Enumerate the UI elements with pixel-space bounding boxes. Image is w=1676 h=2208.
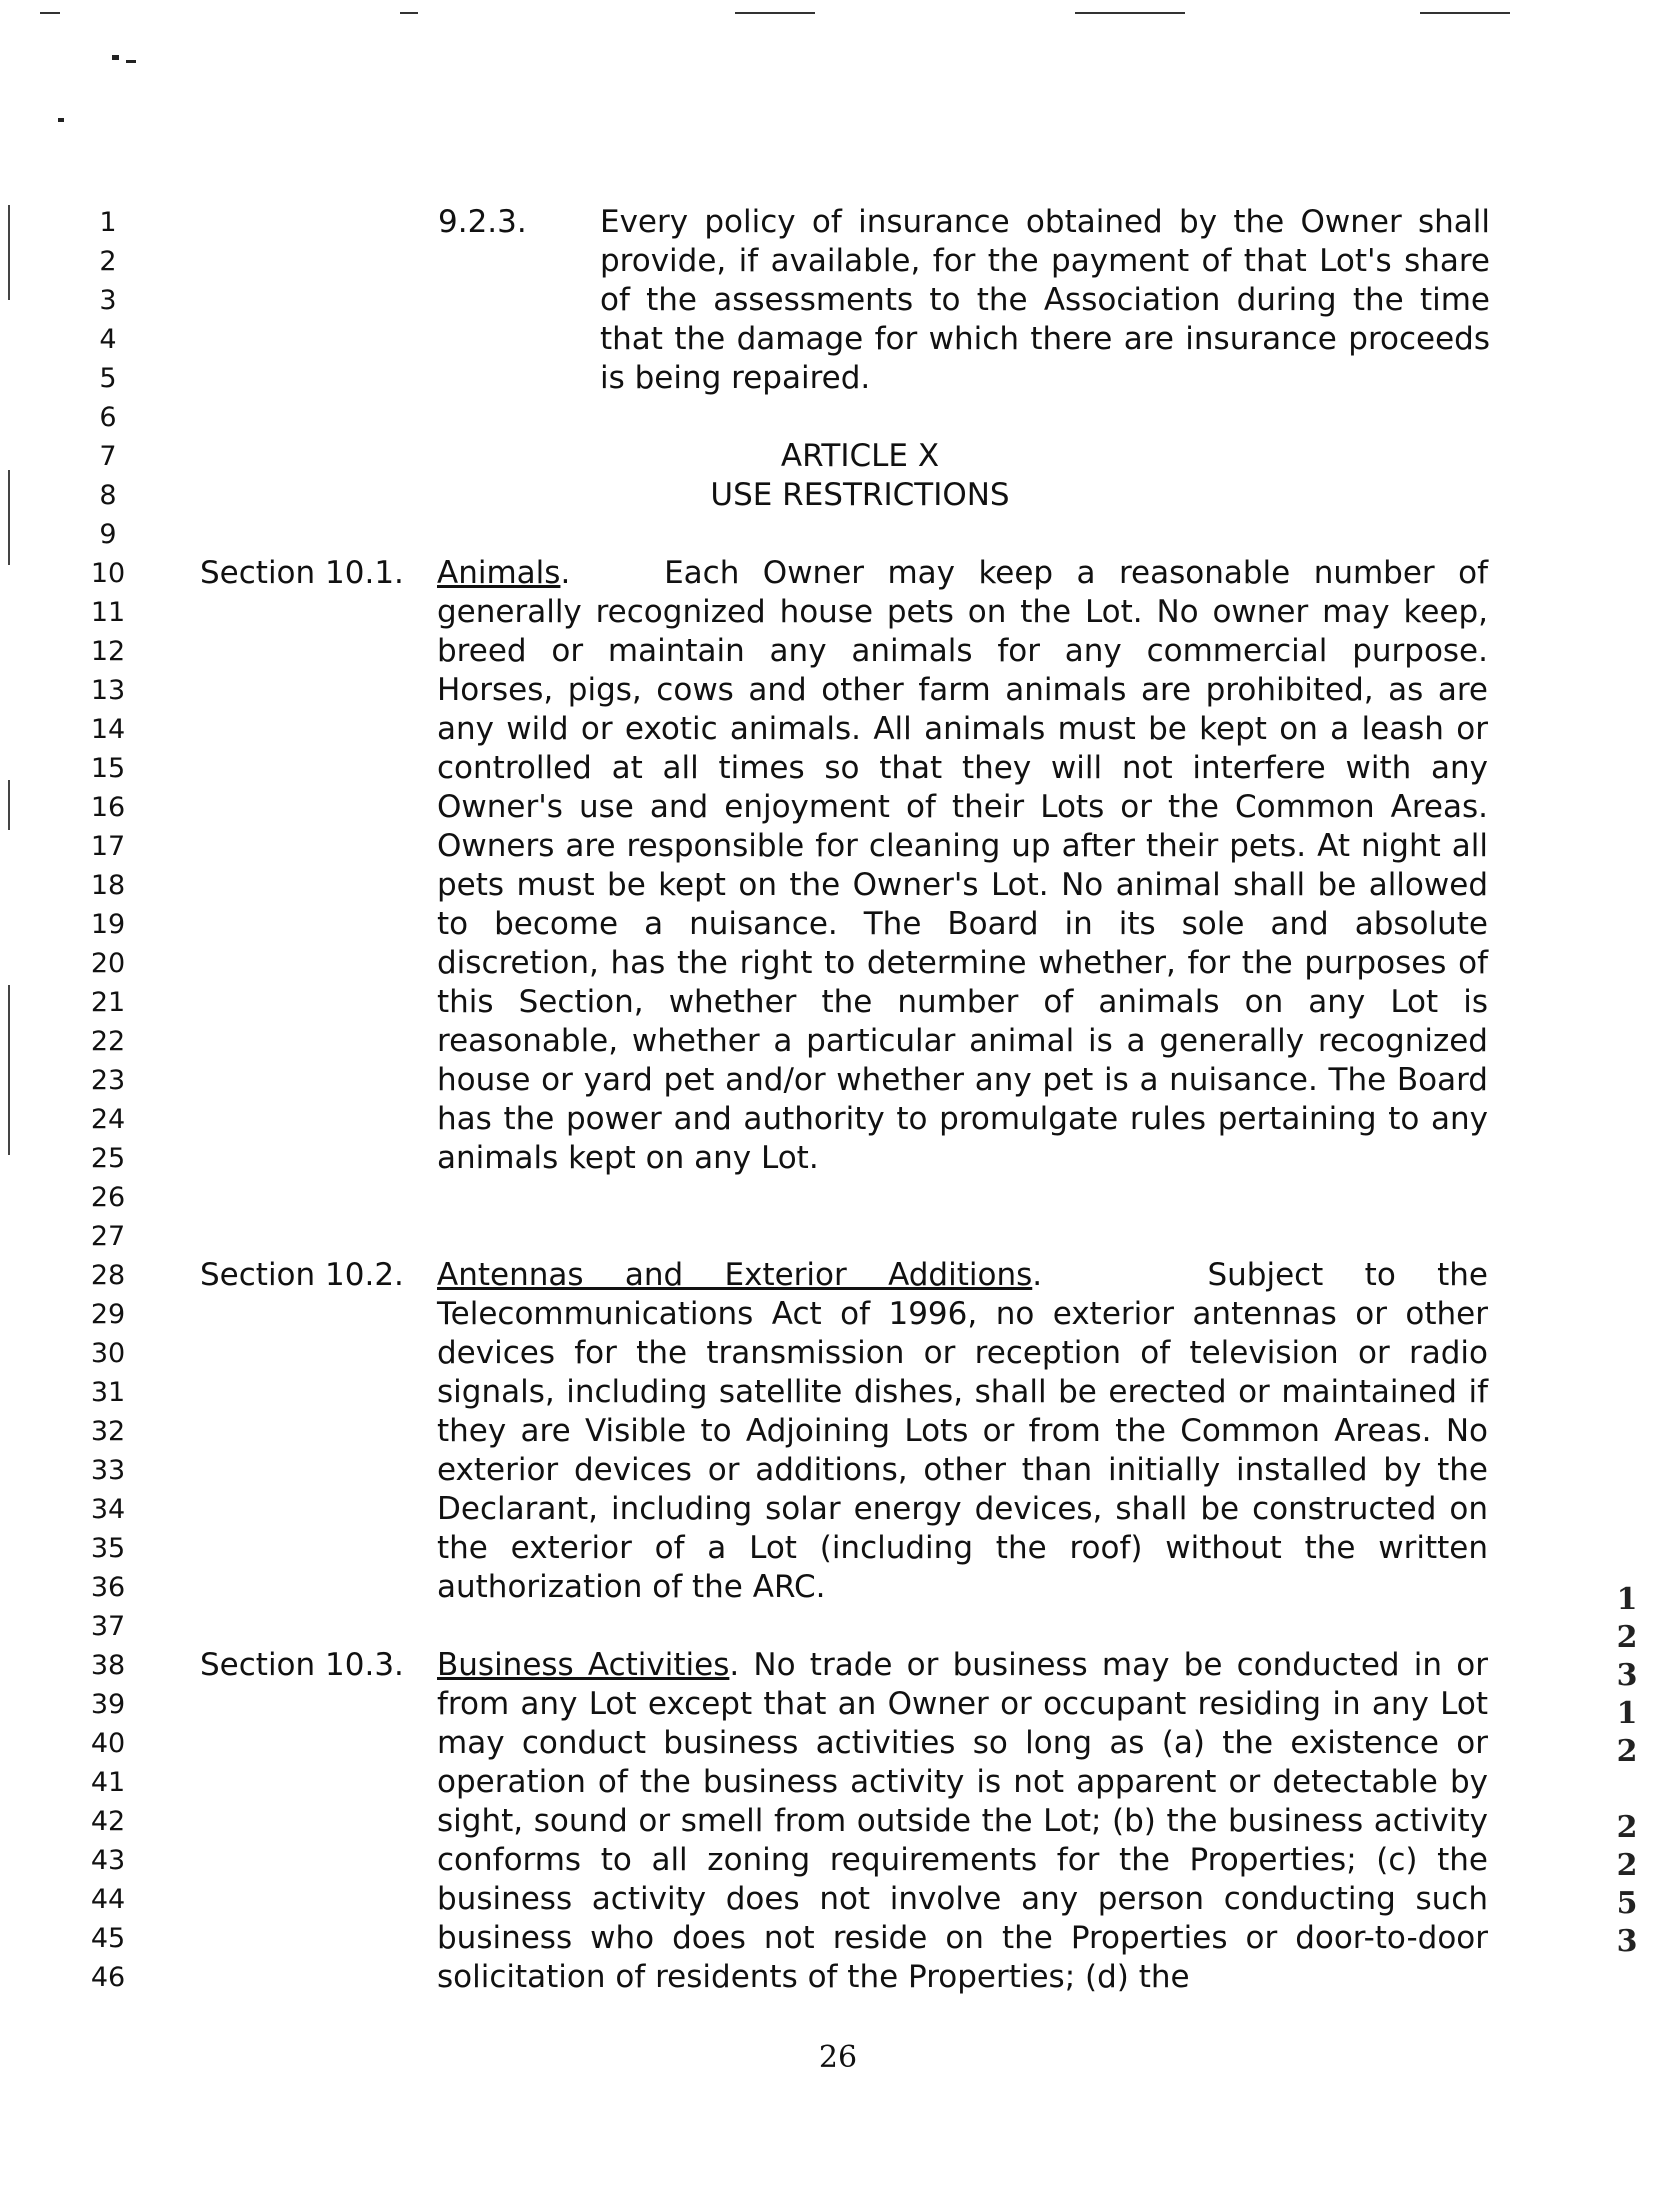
line-number: 35 — [90, 1533, 126, 1564]
line-number: 23 — [90, 1065, 126, 1096]
line-number: 39 — [90, 1689, 126, 1720]
scan-rule — [735, 12, 815, 14]
line-number: 9 — [99, 519, 117, 550]
clause-number: 9.2.3. — [438, 204, 527, 240]
section-heading-punct: . — [560, 555, 571, 591]
page-number: 26 — [818, 2040, 858, 2075]
line-number: 45 — [90, 1923, 126, 1954]
line-number: 13 — [90, 675, 126, 706]
scan-rule — [400, 12, 418, 14]
section-label: Section 10.2. — [200, 1257, 404, 1293]
scan-speck — [126, 60, 136, 63]
line-number: 15 — [90, 753, 126, 784]
section-label: Section 10.1. — [200, 555, 404, 591]
section-heading-punct: . — [729, 1647, 740, 1683]
scan-rule — [1075, 12, 1185, 14]
section-body-animals — [437, 554, 1488, 1178]
line-number: 34 — [90, 1494, 126, 1525]
margin-bar — [8, 985, 10, 1155]
line-number: 27 — [90, 1221, 126, 1252]
line-number: 19 — [90, 909, 126, 940]
margin-bar — [8, 470, 10, 565]
article-subtitle: USE RESTRICTIONS — [710, 477, 1010, 513]
scan-speck — [112, 55, 119, 60]
line-number: 17 — [90, 831, 126, 862]
stamp-digit: 3 — [1616, 1658, 1638, 1693]
line-number: 16 — [90, 792, 126, 823]
section-label: Section 10.3. — [200, 1647, 404, 1683]
line-number: 41 — [90, 1767, 126, 1798]
line-number: 30 — [90, 1338, 126, 1369]
line-number: 36 — [90, 1572, 126, 1603]
line-number: 6 — [99, 402, 117, 433]
margin-bar — [8, 205, 10, 300]
line-number: 11 — [90, 597, 126, 628]
line-number: 1 — [99, 207, 117, 238]
stamp-digit: 2 — [1616, 1848, 1638, 1883]
line-number: 24 — [90, 1104, 126, 1135]
line-number: 2 — [99, 246, 117, 277]
line-number: 5 — [99, 363, 117, 394]
line-number: 44 — [90, 1884, 126, 1915]
scan-rule — [40, 12, 60, 14]
stamp-digit: 2 — [1616, 1620, 1638, 1655]
line-number: 32 — [90, 1416, 126, 1447]
scan-speck — [58, 118, 64, 122]
section-text: No trade or business may be conducted in or from any Lot except that an Owner or occupant residing in any Lot may conduct business activities so long as (a) the existence or operation of the business activity is not apparent or detectable by sight, sound or smell from outside the Lot; (b) the business activity conforms to all zoning requirements for the Properties; (c) the business activity does not involve any person conducting such business who does not reside on the Properties or door-to-door solicitation of residents of the Properties; (d) the — [437, 1647, 1488, 1995]
stamp-digit: 1 — [1616, 1582, 1638, 1617]
line-number: 37 — [90, 1611, 126, 1642]
line-number: 7 — [99, 441, 117, 472]
section-heading-punct: . — [1032, 1257, 1043, 1293]
section-body-business — [437, 1646, 1488, 1997]
line-number: 43 — [90, 1845, 126, 1876]
stamp-digit: 5 — [1616, 1886, 1638, 1921]
line-number: 29 — [90, 1299, 126, 1330]
section-heading: Animals — [437, 555, 561, 591]
line-number: 33 — [90, 1455, 126, 1486]
line-number: 14 — [90, 714, 126, 745]
line-number: 20 — [90, 948, 126, 979]
stamp-digit: 1 — [1616, 1696, 1638, 1731]
section-text: Each Owner may keep a reasonable number of generally recognized house pets on the Lot. No owner may keep, breed or maintain any animals for any commercial purpose. Horses, pigs, cows and other farm animals are prohibited, as are any wild or exotic animals. All animals must be kept on a leash or controlled at all times so that they will not interfere with any Owner's use and enjoyment of their Lots or the Common Areas. Owners are responsible for cleaning up after their pets. At night all pets must be kept on the Owner's Lot. No animal shall be allowed to become a nuisance. The Board in its sole and absolute discretion, has the right to determine whether, for the purposes of this Section, whether the number of animals on any Lot is reasonable, whether a particular animal is a generally recognized house or yard pet and/or whether any pet is a nuisance. The Board has the power and authority to promulgate rules pertaining to any animals kept on any Lot. — [437, 555, 1488, 1176]
section-text: Subject to the Telecommunications Act of 1996, no exterior antennas or other devices for the transmission or reception of television or radio signals, including satellite dishes, shall be erected or maintained if they are Visible to Adjoining Lots or from the Common Areas. No exterior devices or additions, other than initially installed by the Declarant, including solar energy devices, shall be constructed on the exterior of a Lot (including the roof) without the written authorization of the ARC. — [437, 1257, 1489, 1605]
article-title: ARTICLE X — [780, 438, 940, 474]
line-number: 38 — [90, 1650, 126, 1681]
line-number: 46 — [90, 1962, 126, 1993]
stamp-digit: 3 — [1616, 1924, 1638, 1959]
line-number: 18 — [90, 870, 126, 901]
stamp-digit: 2 — [1616, 1734, 1638, 1769]
line-number: 42 — [90, 1806, 126, 1837]
line-number: 26 — [90, 1182, 126, 1213]
line-number: 25 — [90, 1143, 126, 1174]
line-number: 40 — [90, 1728, 126, 1759]
line-number: 12 — [90, 636, 126, 667]
line-number: 4 — [99, 324, 117, 355]
scan-rule — [1420, 12, 1510, 14]
line-number: 10 — [90, 558, 126, 589]
clause-text: Every policy of insurance obtained by the Owner shall provide, if available, for the payment of that Lot's share of the assessments to the Association during the time that the damage for which there are insurance proceeds is being repaired. — [600, 204, 1490, 396]
section-body-antennas — [437, 1256, 1488, 1607]
line-number: 8 — [99, 480, 117, 511]
line-number: 22 — [90, 1026, 126, 1057]
stamp-digit: 2 — [1616, 1810, 1638, 1845]
line-number: 21 — [90, 987, 126, 1018]
line-number: 3 — [99, 285, 117, 316]
section-heading: Business Activities — [437, 1647, 730, 1683]
section-heading: Antennas and Exterior Additions — [437, 1257, 1033, 1293]
margin-bar — [8, 780, 10, 830]
line-number: 31 — [90, 1377, 126, 1408]
line-number: 28 — [90, 1260, 126, 1291]
